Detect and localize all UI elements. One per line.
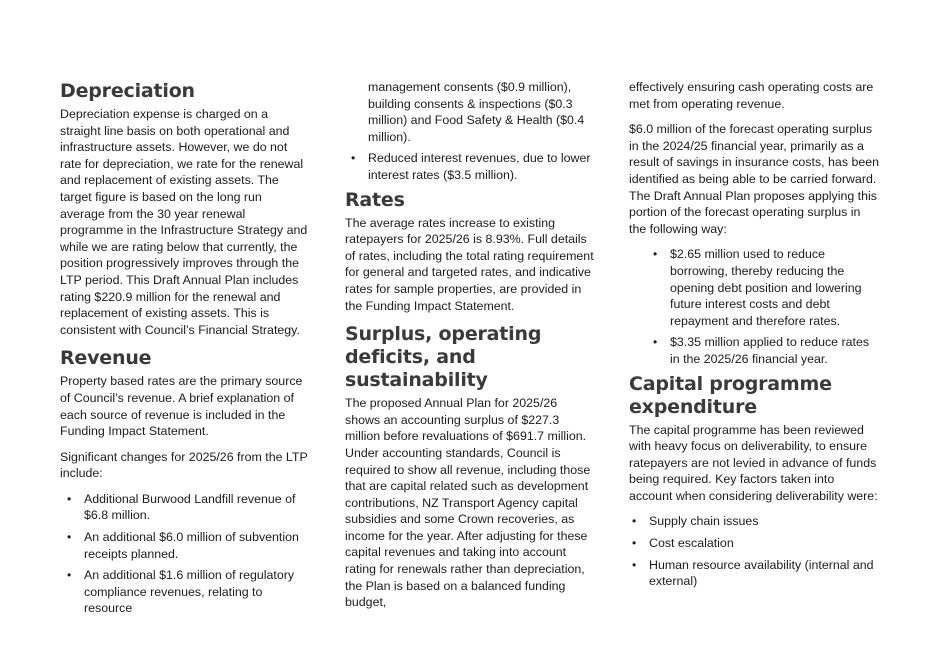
list-item: • Human resource availability (internal and external) [649, 557, 879, 590]
revenue-heading: Revenue [60, 347, 152, 370]
revenue-paragraph: Property based rates are the primary source of Council’s revenue. A brief explanation of each source of revenue is included in the Funding Impact Statement. [60, 374, 303, 439]
rates-paragraph: The average rates increase to existing ratepayers for 2025/26 is 8.93%. Full details of rates, including the total rating requirement for general and targeted rates, and indicative rates for sample properties, are provided in the Funding Impact Statement. [345, 215, 594, 313]
list-item: • $2.65 million used to reduce borrowing, thereby reducing the opening debt position and lowering future interest costs and debt repayment and therefore rates. [670, 246, 879, 329]
column-2 [345, 79, 595, 620]
column-1 [60, 80, 308, 622]
surplus-paragraph: The proposed Annual Plan for 2025/26 shows an accounting surplus of $227.3 million before revaluations of $691.7 million. Under accounting standards, Council is required to show all revenue, including those that are capital related such as development contributions, NZ Transport Agency capital subsidies and some Crown recoveries, as income for the year. After adjusting for these capital revenues and taking into account rating for renewals rather than depreciation, the Plan is based on a balanced funding budget, [345, 396, 591, 610]
list-item: • Supply chain issues [649, 513, 879, 530]
continued-text: management consents ($0.9 million), building consents & inspections ($0.3 million) and Food Safety & Health ($0.4 million). [368, 80, 585, 144]
revenue-changes-list-continued [345, 79, 595, 184]
list-item: • Cost escalation [649, 535, 879, 552]
changes-intro: Significant changes for 2025/26 from the LTP include: [60, 449, 308, 481]
capital-heading: Capital programme expenditure [629, 372, 832, 418]
column-3 [629, 79, 879, 595]
list-item-continued [368, 79, 595, 145]
list-item: • An additional $1.6 million of regulatory compliance revenues, relating to resource [84, 567, 308, 617]
revenue-changes-list [60, 491, 308, 617]
continued-paragraph: effectively ensuring cash operating costs are met from operating revenue. [629, 80, 874, 111]
deliverability-factors-list [629, 513, 879, 589]
surplus-heading: Surplus, operating deficits, and sustainability [345, 323, 542, 392]
rates-heading: Rates [345, 188, 405, 211]
depreciation-heading: Depreciation [60, 80, 195, 102]
surplus-detail-paragraph: $6.0 million of the forecast operating surplus in the 2024/25 financial year, primarily as a result of savings in insurance costs, has been identified as being able to be carried forward. The Draft Annual Plan proposes applying this portion of the forecast operating surplus in the following way: [629, 122, 880, 236]
list-item: • An additional $6.0 million of subvention receipts planned. [84, 529, 308, 562]
depreciation-paragraph: Depreciation expense is charged on a straight line basis on both operational and infrastructure assets. However, we do not rate for depreciation, we rate for the renewal and replacement of existing assets. The target figure is based on the long run average from the 30 year renewal programme in the Infrastructure Strategy and while we are rating below that currently, the position progressively improves through the LTP period. This Draft Annual Plan includes rating $220.9 million for the renewal and replacement of existing assets. This is consistent with Council’s Financial Strategy. [60, 107, 308, 337]
list-item: • $3.35 million applied to reduce rates in the 2025/26 financial year. [670, 334, 879, 367]
list-item: • Reduced interest revenues, due to lower interest rates ($3.5 million). [368, 150, 595, 183]
capital-paragraph: The capital programme has been reviewed with heavy focus on deliverability, to ensure ratepayers are not levied in advance of funds being required. Key factors taken into account when considering deliverability were: [629, 422, 878, 503]
list-item: • Additional Burwood Landfill revenue of $6.8 million. [84, 491, 308, 524]
surplus-application-list [629, 246, 879, 367]
